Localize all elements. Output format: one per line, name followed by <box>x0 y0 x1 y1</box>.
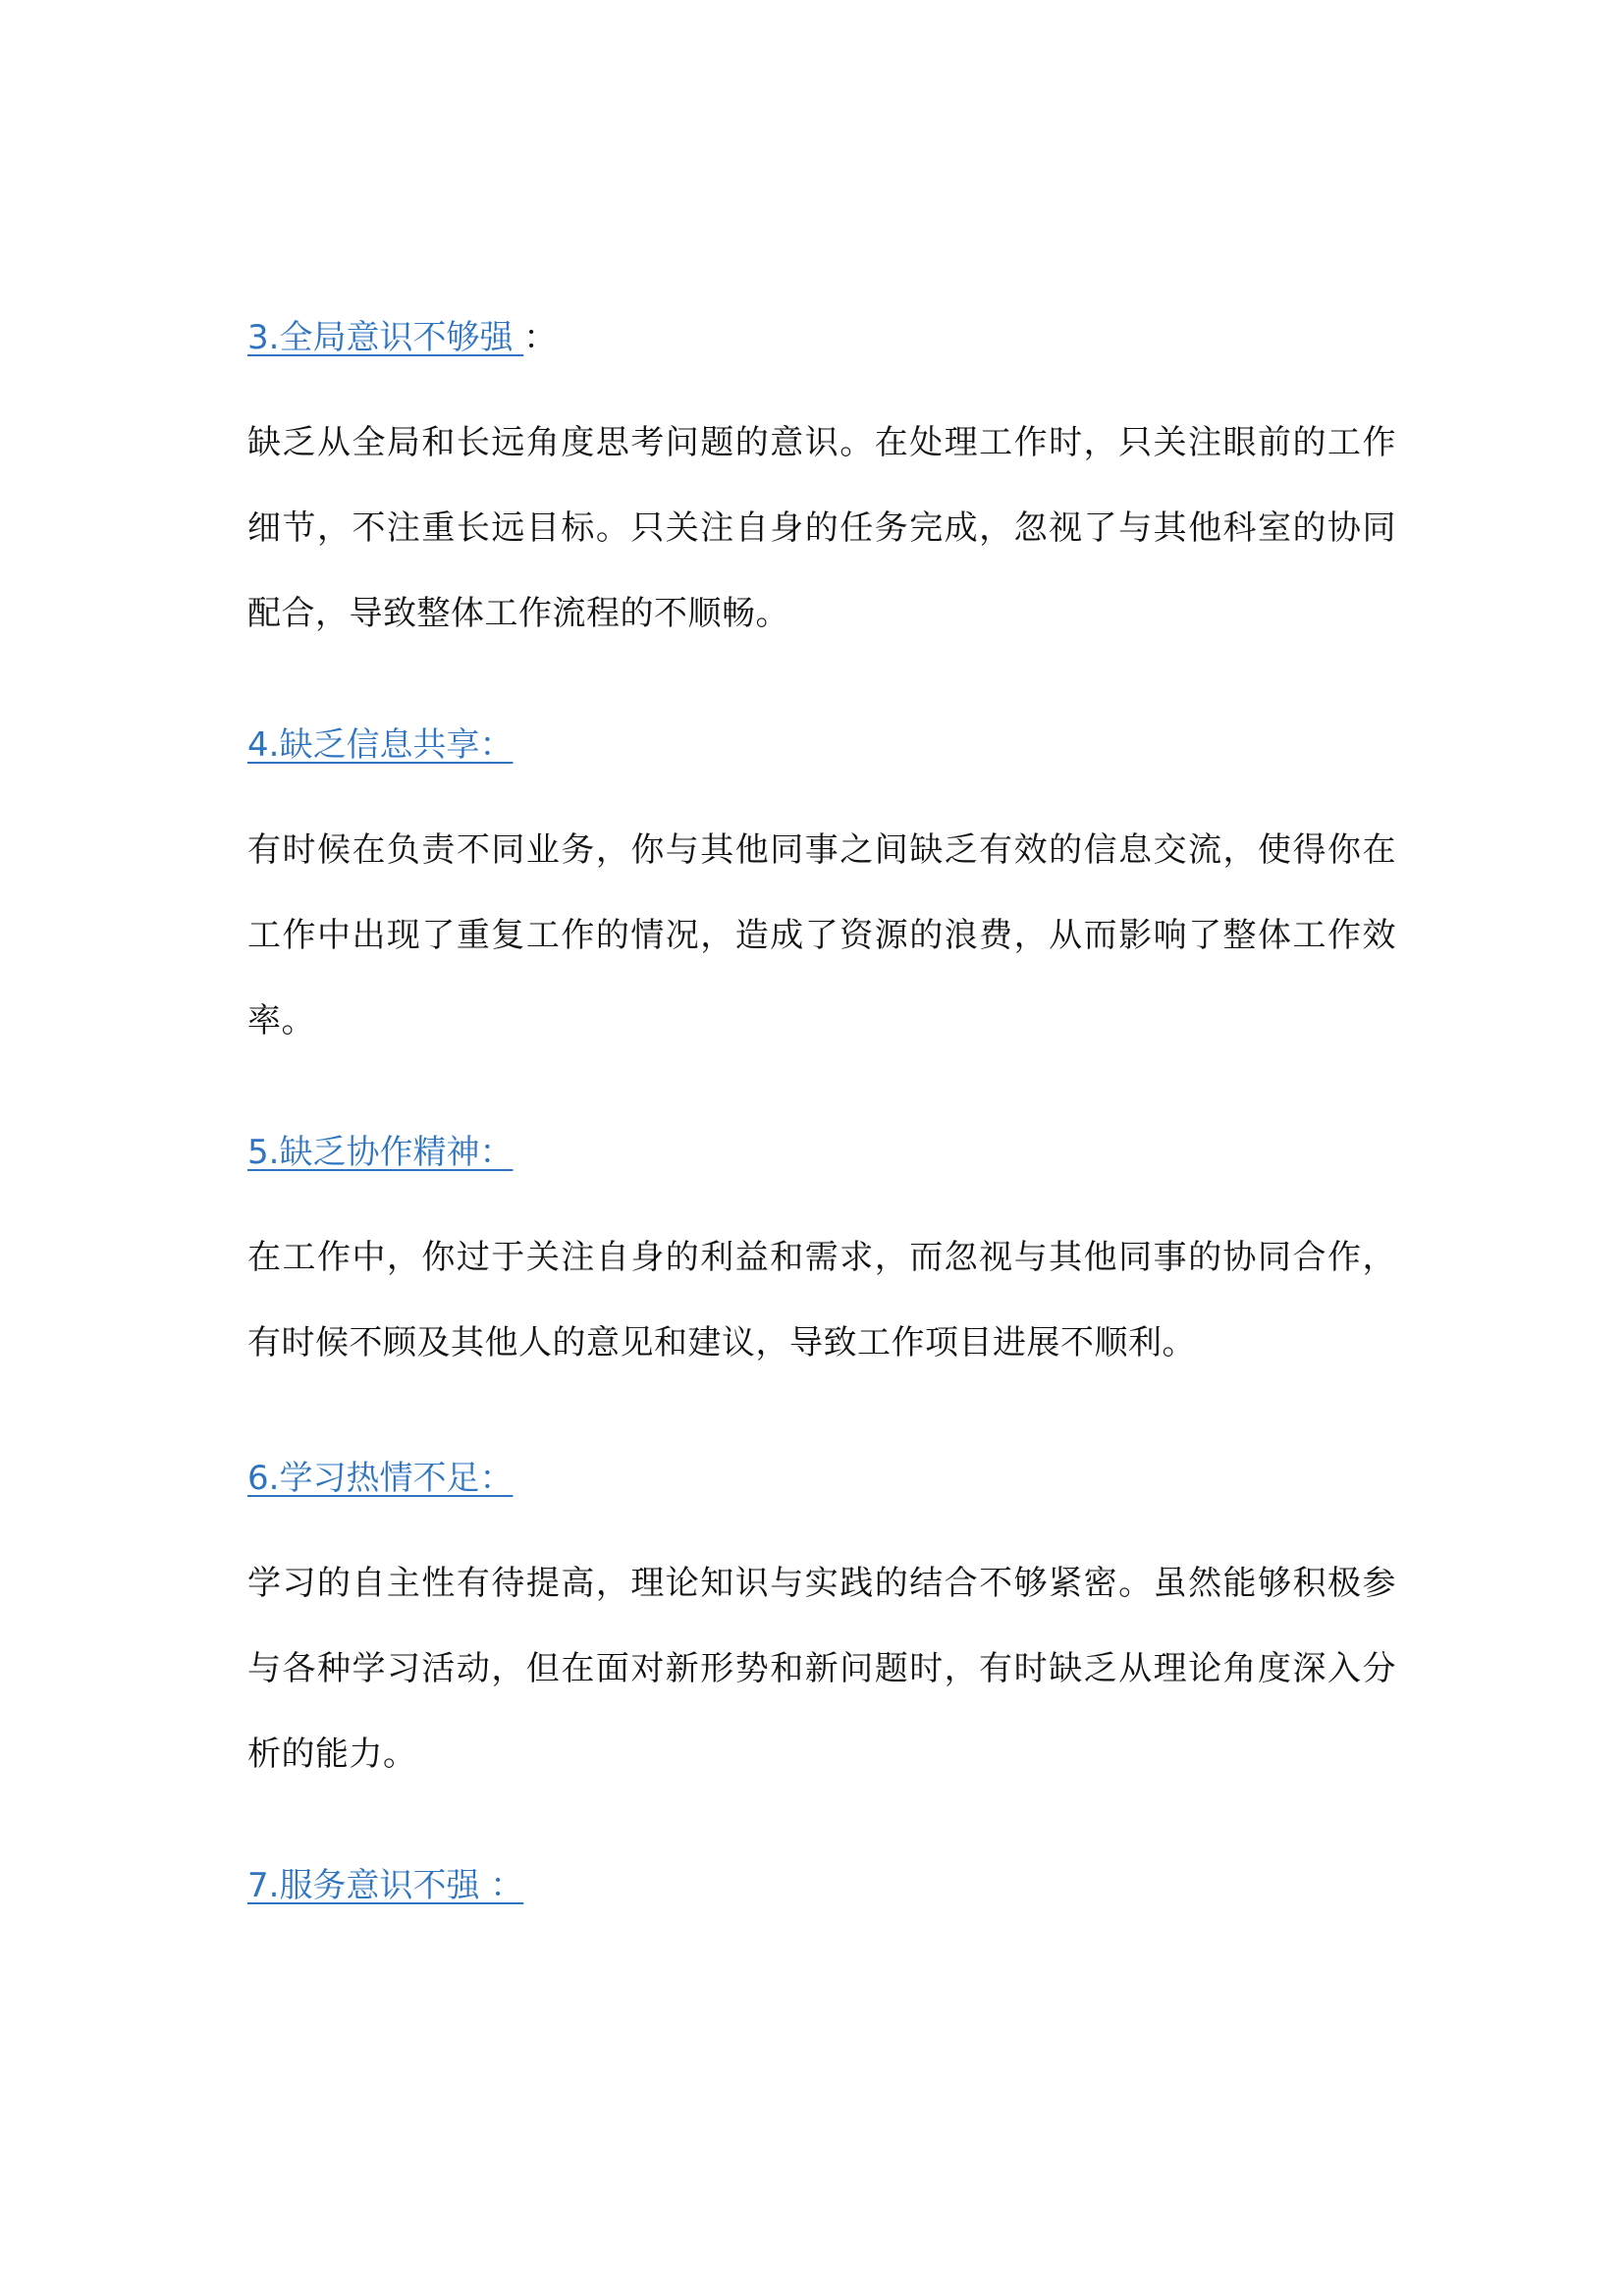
heading-link-global-awareness[interactable]: 3.全局意识不够强 <box>247 318 524 357</box>
section-learning <box>247 1455 1396 1797</box>
heading-link-info-sharing[interactable]: 4.缺乏信息共享： <box>247 725 514 765</box>
section-heading <box>247 1455 1396 1502</box>
section-heading <box>247 314 1396 361</box>
section-heading <box>247 1862 1396 1909</box>
section-service-awareness <box>247 1862 1396 1909</box>
section-collaboration <box>247 1129 1396 1386</box>
section-body: 有时候在负责不同业务，你与其他同事之间缺乏有效的信息交流，使得你在工作中出现了重复工作的情况，造成了资源的浪费，从而影响了整体工作效率。 <box>247 830 1396 1041</box>
heading-colon: ： <box>523 318 558 357</box>
heading-link-learning[interactable]: 6.学习热情不足： <box>247 1459 514 1498</box>
section-body: 缺乏从全局和长远角度思考问题的意识。在处理工作时，只关注眼前的工作细节，不注重长远目标。只关注自身的任务完成，忽视了与其他科室的协同配合，导致整体工作流程的不顺畅。 <box>247 423 1396 633</box>
section-body: 学习的自主性有待提高，理论知识与实践的结合不够紧密。虽然能够积极参与各种学习活动，但在面对新形势和新问题时，有时缺乏从理论角度深入分析的能力。 <box>247 1564 1396 1774</box>
heading-link-collaboration[interactable]: 5.缺乏协作精神： <box>247 1133 514 1172</box>
section-info-sharing <box>247 721 1396 1064</box>
section-heading <box>247 1129 1396 1176</box>
section-body: 在工作中，你过于关注自身的利益和需求，而忽视与其他同事的协同合作，有时候不顾及其他人的意见和建议，导致工作项目进展不顺利。 <box>247 1238 1396 1362</box>
section-global-awareness <box>247 314 1396 657</box>
document-content <box>247 314 1396 1964</box>
section-heading <box>247 721 1396 769</box>
heading-link-service-awareness[interactable]: 7.服务意识不强 ： <box>247 1866 524 1905</box>
